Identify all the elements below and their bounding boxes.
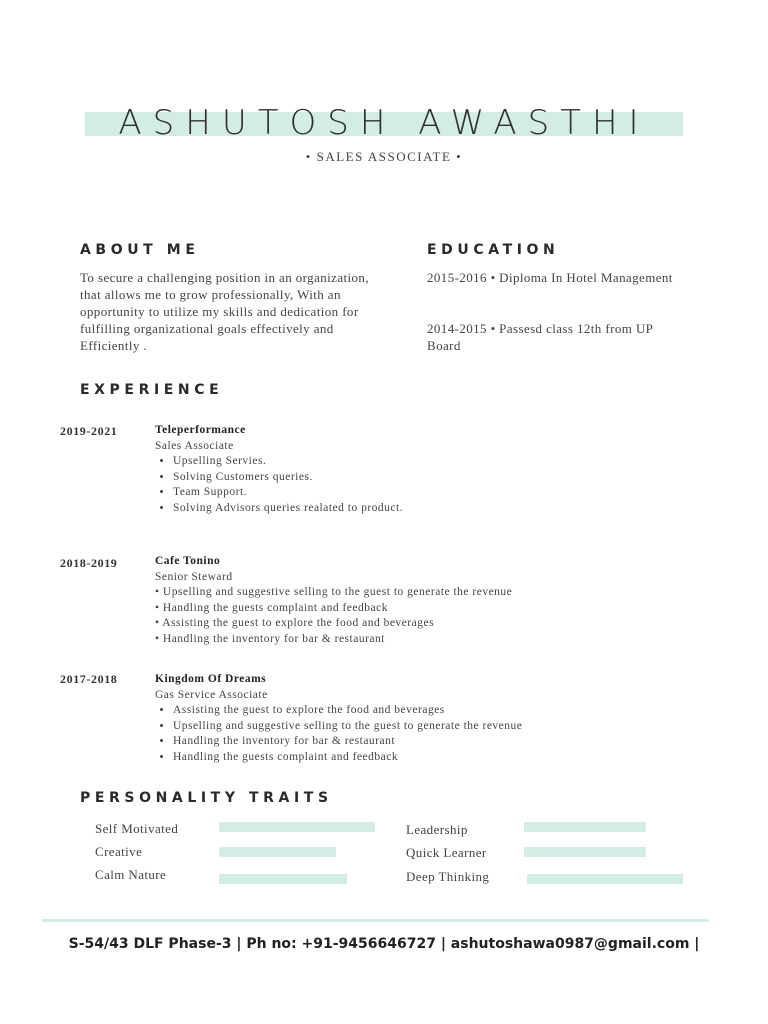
trait-level-bar [219, 847, 336, 857]
trait-label: Creative [95, 844, 143, 859]
job-company: Cafe Tonino [155, 555, 221, 567]
list-item: • Assisting the guest to explore the food and beverages [155, 617, 435, 629]
list-item: • Handling the guests complaint and feedback [173, 750, 615, 766]
contact-info: S-54/43 DLF Phase-3 | Ph no: +91-9456646727 | ashutoshawa0987@gmail.com | [68, 936, 700, 952]
job-years: 2018-2019 [60, 556, 118, 570]
education-item: 2015-2016 • Diploma In Hotel Management [427, 270, 673, 285]
job-entry [155, 672, 615, 765]
trait-level-bar [219, 874, 347, 884]
list-item: • Assisting the guest to explore the food and beverages [173, 703, 615, 719]
trait-label: Calm Nature [95, 867, 167, 882]
list-item: • Team Support. [173, 485, 595, 501]
footer-divider [42, 919, 709, 922]
job-years: 2019-2021 [60, 424, 118, 438]
about-text: To secure a challenging position in an organization, that allows me to grow professionally, With an opportunity to utilize my skills and dedication for fulfilling organizational goals effectively and Efficiently . [80, 270, 369, 353]
job-entry [155, 554, 615, 647]
list-item: • Solving Customers queries. [173, 470, 595, 486]
job-bullets [155, 703, 615, 765]
job-entry [155, 423, 595, 516]
experience-title: EXPERIENCE [80, 382, 224, 398]
job-role: • SALES ASSOCIATE • [305, 149, 463, 164]
list-item: • Solving Advisors queries realated to product. [173, 501, 595, 517]
job-position: Sales Associate [155, 439, 234, 452]
job-position: Gas Service Associate [155, 688, 268, 701]
trait-level-bar [527, 874, 683, 884]
trait-level-bar [524, 822, 646, 832]
list-item: • Upselling Servies. [173, 454, 595, 470]
trait-label: Self Motivated [95, 821, 179, 836]
trait-label: Quick Learner [406, 845, 487, 860]
job-bullets [155, 454, 595, 516]
list-item: • Handling the guests complaint and feedback [155, 601, 388, 614]
list-item: • Upselling and suggestive selling to the guest to generate the revenue [173, 719, 615, 735]
education-item: 2014-2015 • Passesd class 12th from UP Board [427, 321, 653, 353]
job-company: Teleperformance [155, 424, 246, 436]
traits-title: PERSONALITY TRAITS [80, 790, 333, 806]
job-years: 2017-2018 [60, 672, 118, 686]
job-position: Senior Steward [155, 570, 233, 583]
job-company: Kingdom Of Dreams [155, 673, 267, 685]
about-title: ABOUT ME [80, 242, 200, 258]
list-item: • Handling the inventory for bar & restaurant [155, 632, 385, 645]
education-title: EDUCATION [427, 242, 560, 258]
trait-level-bar [219, 822, 375, 832]
candidate-name: ASHUTOSH AWASTHI [118, 103, 650, 143]
trait-level-bar [524, 847, 646, 857]
job-bullets [155, 585, 615, 647]
list-item: • Upselling and suggestive selling to the guest to generate the revenue [155, 586, 513, 598]
trait-label: Deep Thinking [406, 869, 490, 884]
list-item: • Handling the inventory for bar & restaurant [173, 734, 615, 750]
trait-label: Leadership [406, 822, 468, 837]
